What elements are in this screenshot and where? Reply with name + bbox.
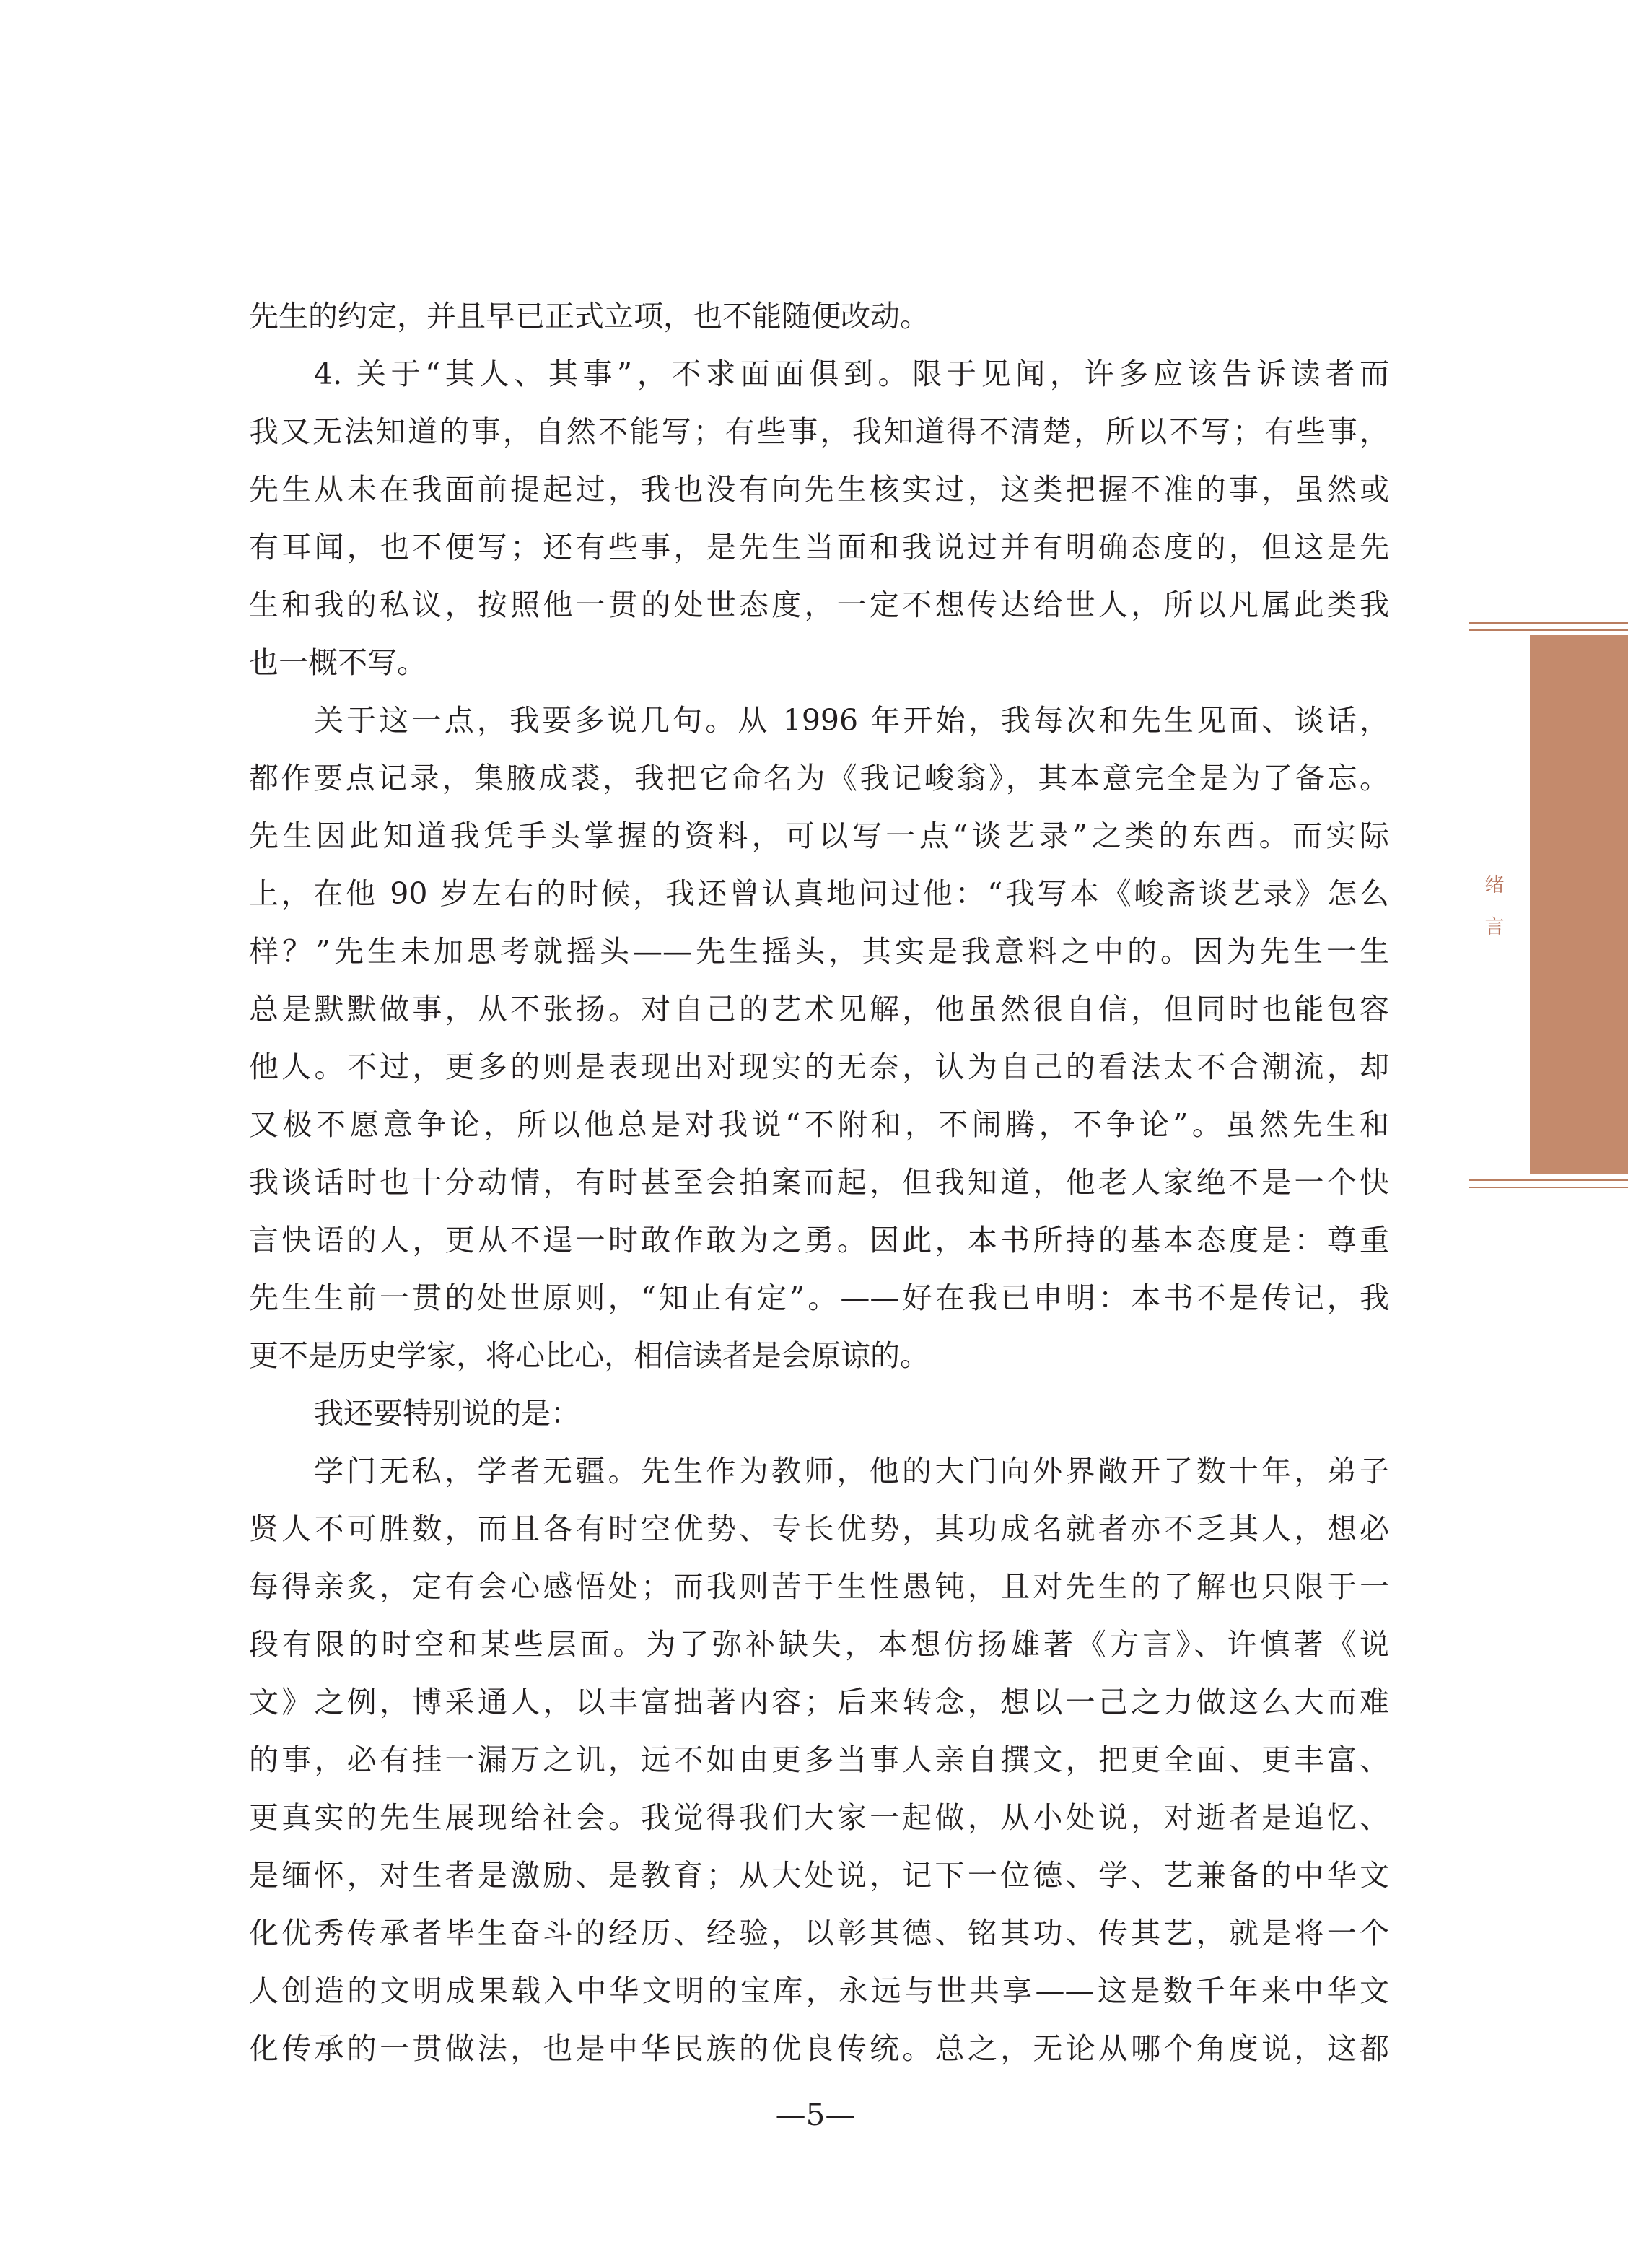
body-text (249, 287, 1389, 2077)
text-line: 我谈话时也十分动情，有时甚至会拍案而起，但我知道，他老人家绝不是一个快 (249, 1165, 1389, 1200)
text-line: 有耳闻，也不便写；还有些事，是先生当面和我说过并有明确态度的，但这是先 (249, 530, 1389, 564)
text-line: 样？”先生未加思考就摇头——先生摇头，其实是我意料之中的。因为先生一生 (249, 934, 1389, 969)
text-line: 先生因此知道我凭手头掌握的资料，可以写一点“谈艺录”之类的东西。而实际 (249, 819, 1389, 853)
paragraph-4 (249, 1384, 1389, 1442)
text-line: 他人。不过，更多的则是表现出对现实的无奈，认为自己的看法太不合潮流，却 (249, 1050, 1389, 1084)
page-number: —5— (775, 2097, 856, 2132)
paragraph-1 (249, 287, 1389, 345)
text-line: 我又无法知道的事，自然不能写；有些事，我知道得不清楚，所以不写；有些事， (249, 414, 1389, 449)
text-line: 都作要点记录，集腋成裘，我把它命名为《我记峻翁》，其本意完全是为了备忘。 (249, 761, 1389, 795)
paragraph-3 (249, 692, 1389, 1384)
text-line: 上，在他 90 岁左右的时候，我还曾认真地问过他：“我写本《峻斋谈艺录》怎么 (249, 876, 1389, 911)
text-line: 4. 关于“其人、其事”，不求面面俱到。限于见闻，许多应该告诉读者而 (314, 357, 1389, 391)
text-line: 人创造的文明成果载入中华文明的宝库，永远与世共享——这是数千年来中华文 (249, 1973, 1389, 2008)
text-line: 每得亲炙，定有会心感悟处；而我则苦于生性愚钝，且对先生的了解也只限于一 (249, 1569, 1389, 1604)
text-line: 化传承的一贯做法，也是中华民族的优良传统。总之，无论从哪个角度说，这都 (249, 2031, 1389, 2066)
text-line: 是缅怀，对生者是激励、是教育；从大处说，记下一位德、学、艺兼备的中华文 (249, 1858, 1389, 1893)
text-line: 化优秀传承者毕生奋斗的经历、经验，以彰其德、铭其功、传其艺，就是将一个 (249, 1916, 1389, 1950)
text-line: 段有限的时空和某些层面。为了弥补缺失，本想仿扬雄著《方言》、许慎著《说 (249, 1627, 1389, 1662)
text-line: 先生的约定，并且早已正式立项，也不能随便改动。 (249, 299, 929, 333)
text-line: 总是默默做事，从不张扬。对自己的艺术见解，他虽然很自信，但同时也能包容 (249, 992, 1389, 1026)
text-line: 关于这一点，我要多说几句。从 1996 年开始，我每次和先生见面、谈话， (314, 703, 1389, 738)
paragraph-2 (249, 345, 1389, 692)
text-line: 文》之例，博采通人，以丰富拙著内容；后来转念，想以一己之力做这么大而难 (249, 1685, 1389, 1719)
text-line: 生和我的私议，按照他一贯的处世态度，一定不想传达给世人，所以凡属此类我 (249, 588, 1389, 622)
side-rule-top-outer (1469, 622, 1628, 624)
chapter-side-label: 绪 言 (1484, 874, 1505, 938)
chapter-side-tab (1530, 635, 1628, 1174)
text-line: 先生生前一贯的处世原则，“知止有定”。——好在我已申明：本书不是传记，我 (249, 1281, 1389, 1315)
text-line: 的事，必有挂一漏万之讥，远不如由更多当事人亲自撰文，把更全面、更丰富、 (249, 1743, 1389, 1777)
text-line: 学门无私，学者无疆。先生作为教师，他的大门向外界敞开了数十年，弟子 (314, 1454, 1389, 1488)
text-line: 先生从未在我面前提起过，我也没有向先生核实过，这类把握不准的事，虽然或 (249, 472, 1389, 507)
text-line: 更不是历史学家，将心比心，相信读者是会原谅的。 (249, 1338, 929, 1373)
side-rule-bottom-inner (1469, 1179, 1628, 1181)
side-rule-top-inner (1469, 629, 1628, 631)
text-line: 言快语的人，更从不逞一时敢作敢为之勇。因此，本书所持的基本态度是：尊重 (249, 1223, 1389, 1257)
side-rule-bottom-outer (1469, 1187, 1628, 1188)
text-line: 我还要特别说的是： (314, 1396, 580, 1431)
text-line: 更真实的先生展现给社会。我觉得我们大家一起做，从小处说，对逝者是追忆、 (249, 1800, 1389, 1835)
text-line: 也一概不写。 (249, 645, 426, 680)
text-line: 贤人不可胜数，而且各有时空优势、专长优势，其功成名就者亦不乏其人，想必 (249, 1512, 1389, 1546)
text-line: 又极不愿意争论，所以他总是对我说“不附和，不闹腾，不争论”。虽然先生和 (249, 1107, 1389, 1142)
paragraph-5 (249, 1442, 1389, 2077)
